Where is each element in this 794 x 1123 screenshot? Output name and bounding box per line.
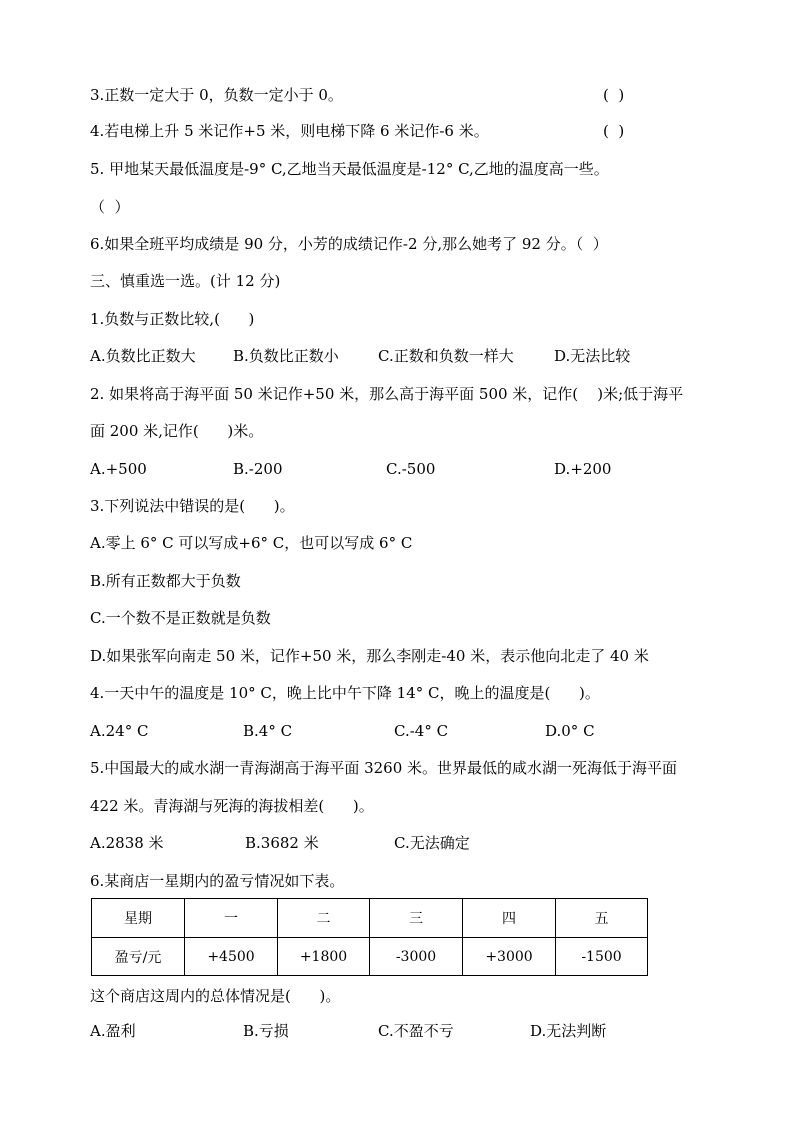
q5-option-b: B.3682 米 <box>245 834 319 852</box>
q4-option-a: A.24° C <box>90 722 149 740</box>
choice-q2-line2: 面 200 米,记作( )米。 <box>90 422 264 440</box>
q1-option-a: A.负数比正数大 <box>90 347 196 365</box>
table-header-cell: 四 <box>463 899 556 938</box>
choice-q5-line1: 5.中国最大的咸水湖一青海湖高于海平面 3260 米。世界最低的咸水湖一死海低于海平面 <box>90 759 678 777</box>
q3-option-d: D.如果张军向南走 50 米，记作+50 米，那么李刚走-40 米，表示他向北走了 40 米 <box>90 647 649 665</box>
table-cell: +3000 <box>463 938 556 976</box>
table-row <box>92 938 648 976</box>
choice-q4: 4.一天中午的温度是 10° C，晚上比中午下降 14° C，晚上的温度是( )。 <box>90 684 600 702</box>
judge-q4: 4.若电梯上升 5 米记作+5 米，则电梯下降 6 米记作-6 米。 <box>90 122 489 140</box>
table-header-cell: 五 <box>556 899 648 938</box>
q2-option-d: D.+200 <box>554 460 612 478</box>
judge-q6: 6.如果全班平均成绩是 90 分，小芳的成绩记作-2 分,那么她考了 92 分。（ ） <box>90 235 608 253</box>
q6-question: 这个商店这周内的总体情况是( )。 <box>90 987 341 1005</box>
answer-paren: ( ) <box>603 122 625 140</box>
table-cell: 盈亏/元 <box>92 938 185 976</box>
q2-option-b: B.-200 <box>233 460 283 478</box>
q4-option-c: C.-4° C <box>394 722 449 740</box>
q1-option-d: D.无法比较 <box>554 347 631 365</box>
q2-option-c: C.-500 <box>386 460 436 478</box>
table-cell: -3000 <box>370 938 463 976</box>
choice-q2-line1: 2. 如果将高于海平面 50 米记作+50 米，那么高于海平面 500 米，记作( )米;低于海平 <box>90 385 684 403</box>
choice-q6: 6.某商店一星期内的盈亏情况如下表。 <box>90 872 345 890</box>
table-header-cell: 星期 <box>92 899 185 938</box>
table-cell: +1800 <box>278 938 370 976</box>
choice-q1: 1.负数与正数比较,( ) <box>90 310 255 328</box>
choice-q5-line2: 422 米。青海湖与死海的海拔相差( )。 <box>90 797 374 815</box>
table-header-cell: 二 <box>278 899 370 938</box>
q6-option-a: A.盈利 <box>90 1022 136 1040</box>
q6-option-d: D.无法判断 <box>530 1022 607 1040</box>
table-cell: -1500 <box>556 938 648 976</box>
section-title: 三、慎重选一选。(计 12 分) <box>90 272 281 290</box>
q2-option-a: A.+500 <box>90 460 147 478</box>
table-header-cell: 三 <box>370 899 463 938</box>
q5-option-c: C.无法确定 <box>394 834 470 852</box>
q6-option-c: C.不盈不亏 <box>378 1022 454 1040</box>
q4-option-b: B.4° C <box>243 722 293 740</box>
table-header-row <box>92 899 648 938</box>
answer-paren: （ ） <box>90 198 130 216</box>
profit-table <box>91 898 648 976</box>
table-header-cell: 一 <box>185 899 278 938</box>
q3-option-c: C.一个数不是正数就是负数 <box>90 609 271 627</box>
q1-option-c: C.正数和负数一样大 <box>378 347 514 365</box>
q3-option-a: A.零上 6° C 可以写成+6° C，也可以写成 6° C <box>90 534 413 552</box>
answer-paren: ( ) <box>603 86 625 104</box>
choice-q3: 3.下列说法中错误的是( )。 <box>90 497 295 515</box>
q3-option-b: B.所有正数都大于负数 <box>90 572 241 590</box>
judge-q3: 3.正数一定大于 0，负数一定小于 0。 <box>90 86 343 104</box>
q4-option-d: D.0° C <box>545 722 595 740</box>
q1-option-b: B.负数比正数小 <box>233 347 339 365</box>
table-cell: +4500 <box>185 938 278 976</box>
q5-option-a: A.2838 米 <box>90 834 164 852</box>
q6-option-b: B.亏损 <box>243 1022 289 1040</box>
judge-q5: 5. 甲地某天最低温度是-9° C,乙地当天最低温度是-12° C,乙地的温度高一些。 <box>90 160 609 178</box>
